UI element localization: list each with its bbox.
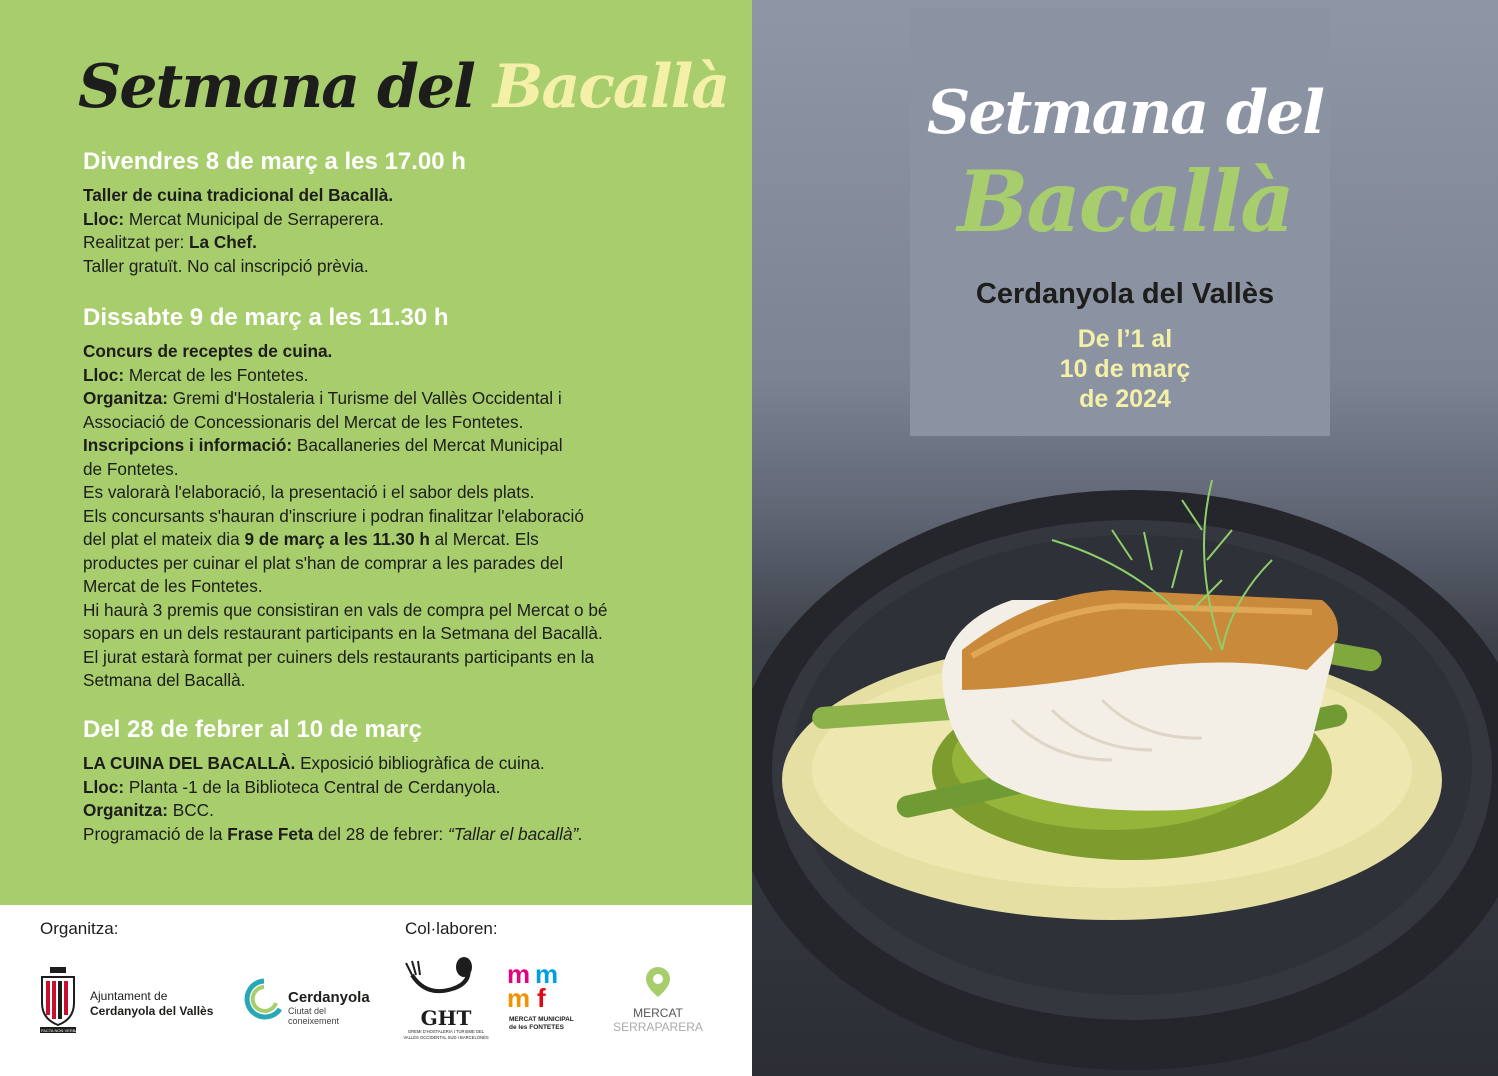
svg-text:f: f bbox=[537, 983, 546, 1013]
section-line bbox=[83, 599, 713, 623]
mmf-letters-icon bbox=[507, 961, 558, 1013]
section-body bbox=[83, 752, 713, 846]
section-line bbox=[83, 434, 713, 458]
right-title-line1: Setmana del bbox=[927, 78, 1323, 148]
line-segment: Lloc: bbox=[83, 208, 125, 229]
line-segment: Bacallaneries del Mercat Municipal bbox=[292, 435, 563, 455]
line-segment: Els concursants s'hauran d'inscriure i podran finalitzar l'elaboració bbox=[83, 505, 584, 526]
section-line bbox=[83, 340, 713, 364]
section-line bbox=[83, 481, 713, 505]
line-segment: Organitza: bbox=[83, 800, 168, 820]
line-segment: productes per cuinar el plat s'han de comprar a les parades del bbox=[83, 552, 564, 573]
section-heading: Divendres 8 de març a les 17.00 h bbox=[83, 148, 466, 175]
section-line bbox=[83, 184, 713, 208]
city-name: Cerdanyola del Vallès bbox=[975, 278, 1275, 310]
section-line bbox=[83, 387, 713, 411]
cerdanyola-logo bbox=[240, 975, 390, 1027]
line-segment: Taller gratuït. No cal inscripció prèvia. bbox=[83, 255, 369, 276]
line-segment: El jurat estarà format per cuiners dels restaurants participants en la bbox=[83, 646, 595, 667]
main-title-part2: Bacallà bbox=[492, 52, 729, 122]
section-line bbox=[83, 552, 713, 576]
section-dissabte bbox=[83, 304, 713, 693]
section-line bbox=[83, 669, 713, 693]
mmf-line2: de les FONTETES bbox=[509, 1024, 564, 1031]
section-exposicio bbox=[83, 716, 713, 846]
ght-sub2: VALLÈS OCCIDENTAL SUD I BARCELONÈS bbox=[403, 1035, 489, 1040]
line-segment: Frase Feta bbox=[227, 823, 314, 844]
section-line bbox=[83, 528, 713, 552]
line-segment: Hi haurà 3 premis que consistiran en vals de compra pel Mercat o bé bbox=[83, 599, 608, 620]
line-segment: Inscripcions i informació: bbox=[83, 435, 293, 455]
line-segment: Planta -1 de la Biblioteca Central de Cerdanyola. bbox=[124, 776, 501, 797]
svg-text:m: m bbox=[507, 961, 531, 989]
section-line bbox=[83, 505, 713, 529]
date-line3: de 2024 bbox=[1079, 385, 1171, 413]
date-line1: De l’1 al bbox=[1077, 325, 1173, 353]
line-segment: Gremi d'Hostaleria i Turisme del Vallès Occidental i bbox=[168, 388, 562, 408]
date-line2: 10 de març bbox=[1059, 355, 1191, 383]
line-segment: Exposició bibliogràfica de cuina. bbox=[295, 753, 545, 773]
section-heading: Del 28 de febrer al 10 de març bbox=[83, 716, 422, 743]
cod-dish-image bbox=[752, 420, 1498, 1076]
line-segment: BCC. bbox=[168, 800, 214, 820]
line-segment: de Fontetes. bbox=[83, 458, 179, 479]
ght-logo bbox=[402, 955, 490, 1041]
svg-text:m: m bbox=[507, 983, 531, 1013]
line-segment: Lloc: bbox=[83, 364, 125, 385]
collaboren-label: Col·laboren: bbox=[405, 919, 498, 938]
line-segment: Es valorarà l'elaboració, la presentació i el sabor dels plats. bbox=[83, 482, 535, 502]
coat-of-arms-icon bbox=[40, 967, 79, 1033]
mercat-serraparera-logo bbox=[598, 965, 718, 1033]
cerdanyola-name: Cerdanyola bbox=[288, 989, 370, 1006]
section-heading: Dissabte 9 de març a les 11.30 h bbox=[83, 304, 449, 331]
line-segment: “Tallar el bacallà”. bbox=[447, 823, 583, 844]
ajuntament-logo bbox=[38, 963, 238, 1037]
cerdanyola-sub1: Ciutat del bbox=[288, 1006, 327, 1016]
mercat-line2: SERRAPARERA bbox=[613, 1020, 703, 1033]
line-segment: Concurs de receptes de cuina. bbox=[83, 341, 333, 361]
line-segment: Realitzat per: bbox=[83, 232, 190, 252]
right-title-line2: Bacallà bbox=[957, 152, 1293, 251]
cerdanyola-circle-icon bbox=[247, 981, 280, 1017]
main-title bbox=[78, 52, 728, 122]
section-line bbox=[83, 575, 713, 599]
line-segment: sopars en un dels restaurant participants en la Setmana del Bacallà. bbox=[83, 623, 603, 643]
mercat-line1: MERCAT bbox=[633, 1006, 683, 1020]
event-dates bbox=[752, 324, 1498, 414]
cod-fillet-icon bbox=[942, 590, 1338, 811]
section-line bbox=[83, 364, 713, 388]
line-segment: Lloc: bbox=[83, 776, 125, 797]
line-segment: Setmana del Bacallà. bbox=[83, 670, 246, 690]
ajuntament-line1: Ajuntament de bbox=[90, 989, 168, 1003]
line-segment: Organitza: bbox=[83, 388, 168, 408]
mercat-fontetes-logo bbox=[505, 961, 585, 1035]
svg-text:m: m bbox=[535, 961, 559, 989]
section-line bbox=[83, 799, 713, 823]
line-segment: Programació de la bbox=[83, 823, 228, 844]
line-segment: Taller de cuina tradicional del Bacallà. bbox=[83, 185, 394, 205]
line-segment: LA CUINA DEL BACALLÀ. bbox=[83, 753, 296, 773]
section-line bbox=[83, 752, 713, 776]
line-segment: Mercat de les Fontetes. bbox=[83, 576, 263, 596]
ajuntament-motto: FACTA NON VERBA bbox=[41, 1028, 79, 1033]
line-segment: Mercat de les Fontetes. bbox=[124, 364, 309, 385]
ght-sub1: GREMI D'HOSTALERIA I TURISME DEL bbox=[407, 1029, 485, 1034]
left-panel bbox=[0, 0, 752, 905]
section-line bbox=[83, 208, 713, 232]
line-segment: La Chef. bbox=[189, 232, 257, 252]
section-line bbox=[83, 255, 713, 279]
organitza-label: Organitza: bbox=[40, 919, 119, 938]
main-title-part1: Setmana del bbox=[78, 52, 474, 122]
line-segment: Associació de Concessionaris del Mercat de les Fontetes. bbox=[83, 411, 524, 432]
mmf-line1: MERCAT MUNICIPAL bbox=[509, 1016, 574, 1023]
right-panel bbox=[752, 0, 1498, 1076]
section-line bbox=[83, 458, 713, 482]
line-segment: 9 de març a les 11.30 h bbox=[244, 529, 430, 549]
section-line bbox=[83, 411, 713, 435]
section-body bbox=[83, 340, 713, 693]
cerdanyola-sub2: coneixement bbox=[288, 1016, 340, 1026]
section-body bbox=[83, 184, 713, 278]
section-line bbox=[83, 776, 713, 800]
ght-name: GHT bbox=[420, 1006, 472, 1030]
section-line bbox=[83, 646, 713, 670]
ajuntament-line2: Cerdanyola del Vallès bbox=[90, 1004, 214, 1018]
section-divendres bbox=[83, 148, 713, 278]
line-segment: del plat el mateix dia bbox=[83, 529, 245, 549]
fork-spoon-icon bbox=[406, 957, 472, 991]
line-segment: al Mercat. Els bbox=[429, 529, 539, 549]
section-line bbox=[83, 823, 713, 847]
location-pin-icon bbox=[646, 967, 670, 997]
line-segment: Mercat Municipal de Serraperera. bbox=[124, 208, 384, 229]
section-line bbox=[83, 231, 713, 255]
line-segment: del 28 de febrer: bbox=[313, 823, 448, 844]
section-line bbox=[83, 622, 713, 646]
footer bbox=[0, 905, 752, 1076]
